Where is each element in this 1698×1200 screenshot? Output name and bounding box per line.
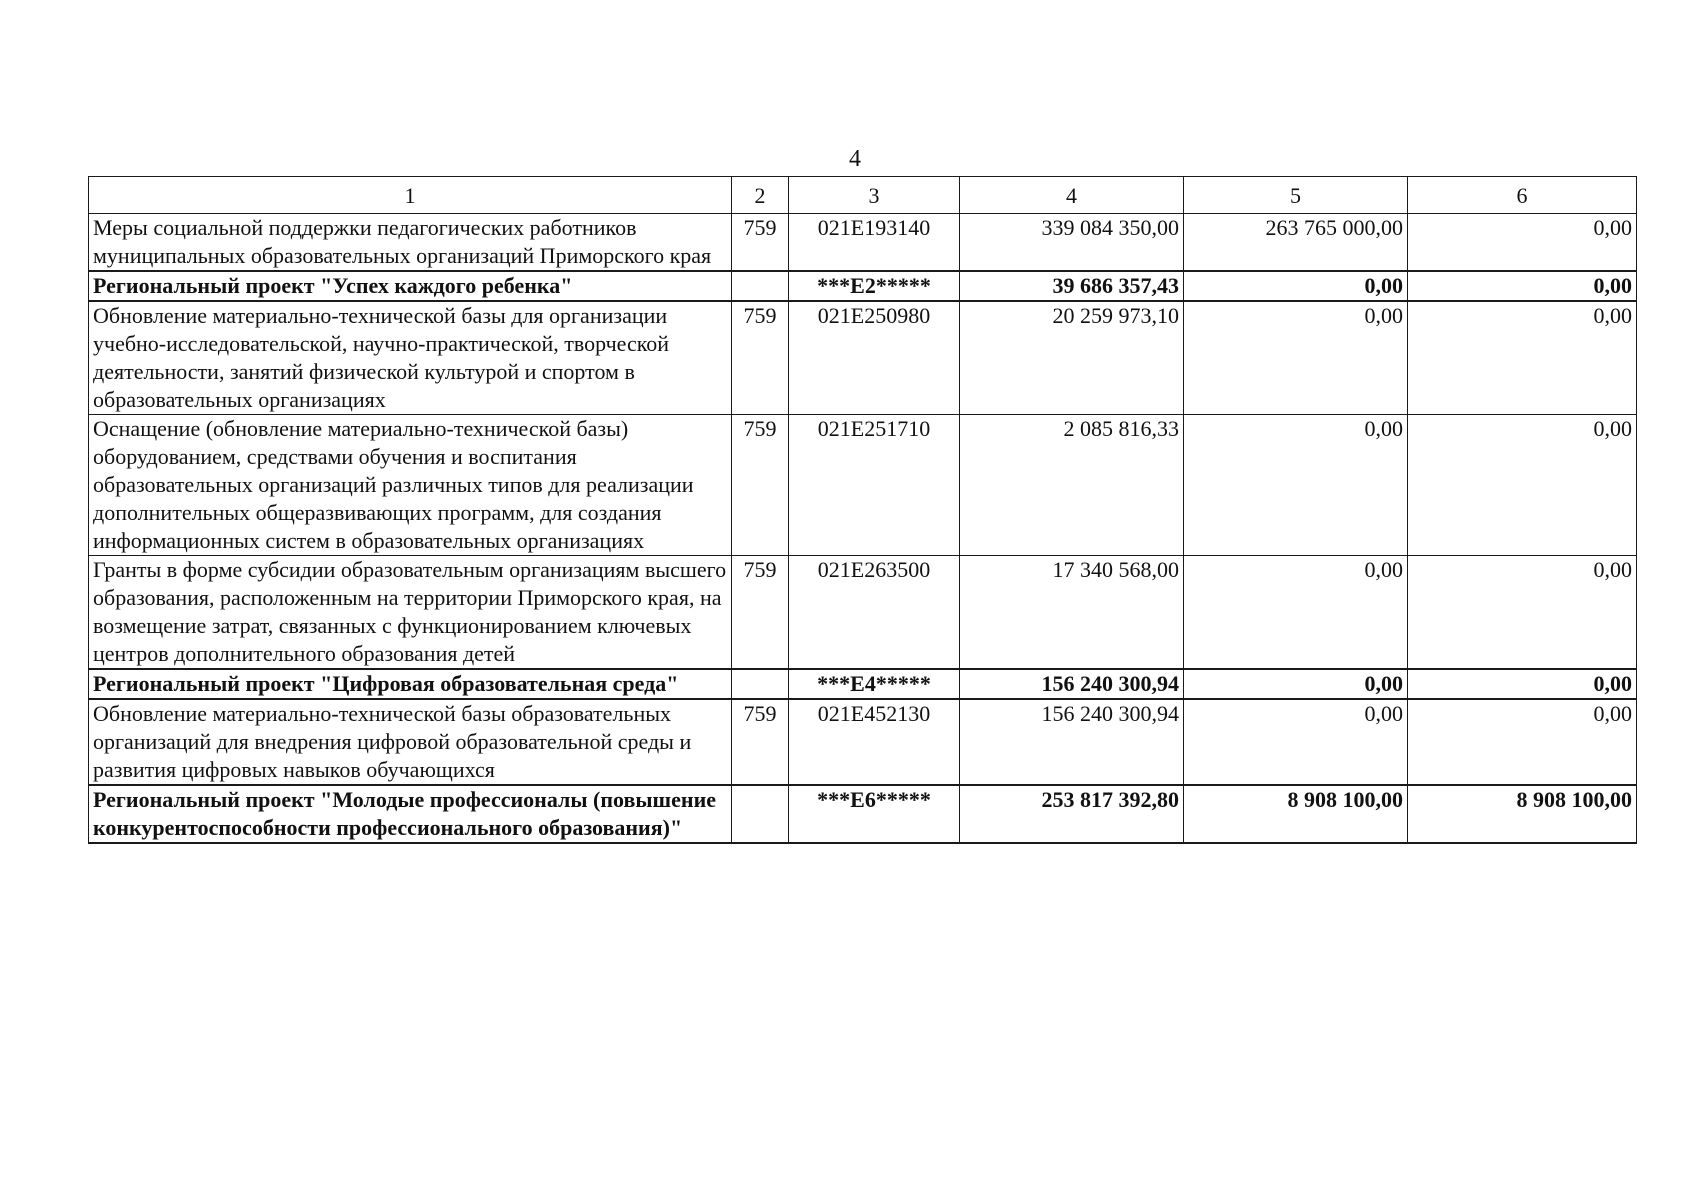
table-row (89, 214, 1637, 272)
column-header: 5 (1184, 177, 1408, 214)
row-amount-3: 0,00 (1408, 699, 1637, 785)
column-header: 6 (1408, 177, 1637, 214)
row-amount-1: 2 085 816,33 (960, 415, 1184, 556)
row-amount-2: 0,00 (1184, 556, 1408, 670)
header-row (89, 177, 1637, 214)
row-amount-2: 0,00 (1184, 669, 1408, 699)
row-amount-3: 8 908 100,00 (1408, 785, 1637, 843)
row-code (732, 669, 789, 699)
row-target-code: ***E2***** (789, 271, 960, 301)
row-target-code: 021E452130 (789, 699, 960, 785)
row-amount-1: 156 240 300,94 (960, 699, 1184, 785)
row-amount-1: 20 259 973,10 (960, 301, 1184, 415)
row-amount-1: 156 240 300,94 (960, 669, 1184, 699)
row-code: 759 (732, 301, 789, 415)
page-number: 4 (849, 146, 861, 172)
row-amount-3: 0,00 (1408, 556, 1637, 670)
row-name: Меры социальной поддержки педагогических работников муниципальных образовательных организаций Приморского края (89, 214, 732, 272)
table-row-project (89, 785, 1637, 843)
row-name: Обновление материально-технической базы для организации учебно-исследовательской, научно-практической, творческой деятельности, занятий физической культурой и спортом в образовательных организациях (89, 301, 732, 415)
budget-table (88, 176, 1637, 844)
row-code: 759 (732, 415, 789, 556)
row-name: Региональный проект "Молодые профессионалы (повышение конкурентоспособности профессионального образования)" (89, 785, 732, 843)
row-amount-3: 0,00 (1408, 214, 1637, 272)
row-amount-3: 0,00 (1408, 271, 1637, 301)
row-name: Обновление материально-технической базы образовательных организаций для внедрения цифровой образовательной среды и развития цифровых навыков обучающихся (89, 699, 732, 785)
row-target-code: 021E251710 (789, 415, 960, 556)
row-amount-3: 0,00 (1408, 669, 1637, 699)
row-name: Региональный проект "Успех каждого ребенка" (89, 271, 732, 301)
column-header: 2 (732, 177, 789, 214)
column-header: 1 (89, 177, 732, 214)
table-row (89, 556, 1637, 670)
row-code: 759 (732, 214, 789, 272)
row-amount-2: 8 908 100,00 (1184, 785, 1408, 843)
column-header: 4 (960, 177, 1184, 214)
row-code (732, 271, 789, 301)
row-target-code: 021E263500 (789, 556, 960, 670)
row-amount-2: 0,00 (1184, 271, 1408, 301)
table-row (89, 699, 1637, 785)
row-amount-1: 339 084 350,00 (960, 214, 1184, 272)
row-amount-1: 39 686 357,43 (960, 271, 1184, 301)
row-target-code: 021E193140 (789, 214, 960, 272)
row-amount-2: 0,00 (1184, 301, 1408, 415)
table-row (89, 415, 1637, 556)
table-row-project (89, 271, 1637, 301)
row-name: Оснащение (обновление материально-технической базы) оборудованием, средствами обучения и воспитания образовательных организаций различных типов для реализации дополнительных общеразвивающих программ, для создания информационных систем в образовательных организациях (89, 415, 732, 556)
row-code: 759 (732, 556, 789, 670)
row-amount-3: 0,00 (1408, 301, 1637, 415)
row-code (732, 785, 789, 843)
table-row (89, 301, 1637, 415)
row-target-code: ***E4***** (789, 669, 960, 699)
row-amount-2: 0,00 (1184, 415, 1408, 556)
column-header: 3 (789, 177, 960, 214)
row-amount-3: 0,00 (1408, 415, 1637, 556)
row-amount-1: 17 340 568,00 (960, 556, 1184, 670)
row-code: 759 (732, 699, 789, 785)
row-target-code: 021E250980 (789, 301, 960, 415)
row-amount-2: 263 765 000,00 (1184, 214, 1408, 272)
row-target-code: ***E6***** (789, 785, 960, 843)
row-amount-2: 0,00 (1184, 699, 1408, 785)
row-amount-1: 253 817 392,80 (960, 785, 1184, 843)
table-row-project (89, 669, 1637, 699)
row-name: Гранты в форме субсидии образовательным организациям высшего образования, расположенным на территории Приморского края, на возмещение затрат, связанных с функционированием ключевых центров дополнительного образования детей (89, 556, 732, 670)
row-name: Региональный проект "Цифровая образовательная среда" (89, 669, 732, 699)
